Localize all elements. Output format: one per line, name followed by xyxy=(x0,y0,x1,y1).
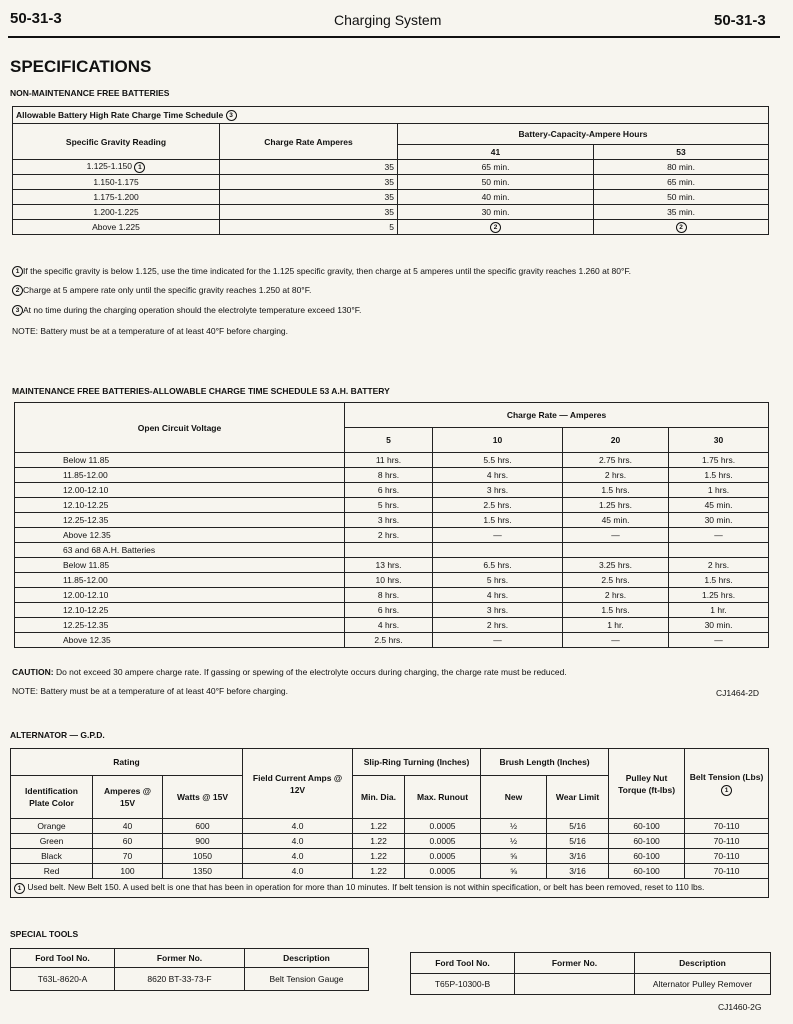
time-cell: 50 min. xyxy=(594,190,769,205)
time-cell: — xyxy=(563,633,669,648)
empty-cell xyxy=(669,543,769,558)
footnote-1: 1 If the specific gravity is below 1.125, use the time indicated for the 1.125 specific gravity, then charge at 5 amperes until the specific gravity reaches 1.260 at 80°F. xyxy=(12,266,631,277)
voltage-cell: 12.00-12.10 xyxy=(15,483,345,498)
table-row xyxy=(15,618,769,633)
time-cell: 1.5 hrs. xyxy=(563,483,669,498)
table-row xyxy=(11,819,769,834)
col-identification: Identification Plate Color xyxy=(11,776,93,819)
amps-cell: 40 xyxy=(93,819,163,834)
time-cell: 1.75 hrs. xyxy=(669,453,769,468)
table-row xyxy=(15,603,769,618)
col-rating: Rating xyxy=(11,749,243,776)
table-row xyxy=(15,588,769,603)
min-cell: 1.22 xyxy=(353,864,405,879)
time-cell: — xyxy=(563,528,669,543)
col-amperes: Amperes @ 15V xyxy=(93,776,163,819)
col-slip-ring: Slip-Ring Turning (Inches) xyxy=(353,749,481,776)
color-cell: Black xyxy=(11,849,93,864)
min-cell: 1.22 xyxy=(353,849,405,864)
time-cell: 2.75 hrs. xyxy=(563,453,669,468)
group-label-row xyxy=(15,543,769,558)
time-cell xyxy=(594,220,769,235)
time-cell: 1.5 hrs. xyxy=(433,513,563,528)
watts-cell: 1050 xyxy=(163,849,243,864)
torque-cell: 60-100 xyxy=(609,864,685,879)
empty-cell xyxy=(345,543,433,558)
watts-cell: 900 xyxy=(163,834,243,849)
table-row xyxy=(15,633,769,648)
time-cell: 1.25 hrs. xyxy=(669,588,769,603)
time-cell: 50 min. xyxy=(398,175,594,190)
amps-cell: 35 xyxy=(220,175,398,190)
amps-cell: 70 xyxy=(93,849,163,864)
time-cell: 2 hrs. xyxy=(563,588,669,603)
special-tools-title: SPECIAL TOOLS xyxy=(10,929,79,939)
group-label: 63 and 68 A.H. Batteries xyxy=(15,543,345,558)
tool-ford-no: T63L-8620-A xyxy=(11,968,115,991)
page-title: Charging System xyxy=(334,12,442,28)
time-cell: 4 hrs. xyxy=(433,468,563,483)
time-cell: 1.5 hrs. xyxy=(563,603,669,618)
table-row xyxy=(11,849,769,864)
time-cell: 2 hrs. xyxy=(433,618,563,633)
special-tools-table-left xyxy=(10,948,369,991)
time-cell: 2 hrs. xyxy=(669,558,769,573)
time-cell: 45 min. xyxy=(669,498,769,513)
time-cell: 3 hrs. xyxy=(345,513,433,528)
nonmaint-section-title: NON-MAINTENANCE FREE BATTERIES xyxy=(10,88,170,98)
footnote-marker: 2 xyxy=(676,222,687,233)
voltage-cell: 12.10-12.25 xyxy=(15,498,345,513)
footnote-2: 2 Charge at 5 ampere rate only until the specific gravity reaches 1.250 at 80°F. xyxy=(12,285,311,296)
torque-cell: 60-100 xyxy=(609,819,685,834)
nonmaint-table xyxy=(12,106,769,235)
tool-ford-no: T65P-10300-B xyxy=(411,974,515,995)
time-cell: 65 min. xyxy=(594,175,769,190)
field-cell: 4.0 xyxy=(243,864,353,879)
min-cell: 1.22 xyxy=(353,819,405,834)
col-former-no: Former No. xyxy=(115,949,245,968)
table-row xyxy=(11,834,769,849)
col-specific-gravity: Specific Gravity Reading xyxy=(13,124,220,160)
wear-cell: 5/16 xyxy=(547,834,609,849)
col-41: 41 xyxy=(398,145,594,160)
time-cell: 1 hr. xyxy=(669,603,769,618)
color-cell: Orange xyxy=(11,819,93,834)
time-cell: 30 min. xyxy=(398,205,594,220)
time-cell: — xyxy=(433,528,563,543)
col-wear-limit: Wear Limit xyxy=(547,776,609,819)
max-cell: 0.0005 xyxy=(405,849,481,864)
figure-ref-1: CJ1464-2D xyxy=(716,688,759,698)
time-cell: 1 hr. xyxy=(563,618,669,633)
new-cell: ½ xyxy=(481,819,547,834)
special-tools-table-right xyxy=(410,952,771,995)
table-row xyxy=(13,220,769,235)
time-cell: 2.5 hrs. xyxy=(433,498,563,513)
field-cell: 4.0 xyxy=(243,834,353,849)
voltage-cell: 11.85-12.00 xyxy=(15,468,345,483)
field-cell: 4.0 xyxy=(243,819,353,834)
alternator-footnote: 1 Used belt. New Belt 150. A used belt is one that has been in operation for more than 10 minutes. If belt tension is not within specification, or belt has been removed, reset to 110 lbs. xyxy=(11,879,769,898)
time-cell: 10 hrs. xyxy=(345,573,433,588)
empty-cell xyxy=(433,543,563,558)
table-row xyxy=(13,175,769,190)
col-new: New xyxy=(481,776,547,819)
tool-former-no: 8620 BT-33-73-F xyxy=(115,968,245,991)
col-min-dia: Min. Dia. xyxy=(353,776,405,819)
max-cell: 0.0005 xyxy=(405,819,481,834)
time-cell: 80 min. xyxy=(594,160,769,175)
time-cell: 5.5 hrs. xyxy=(433,453,563,468)
table-row xyxy=(11,864,769,879)
col-rate-5: 5 xyxy=(345,428,433,453)
footnote-3: 3 At no time during the charging operation should the electrolyte temperature exceed 130°F. xyxy=(12,305,361,316)
col-rate-20: 20 xyxy=(563,428,669,453)
time-cell: 8 hrs. xyxy=(345,588,433,603)
footnote-marker: 2 xyxy=(490,222,501,233)
time-cell: 1.5 hrs. xyxy=(669,573,769,588)
new-cell: ⅝ xyxy=(481,864,547,879)
min-cell: 1.22 xyxy=(353,834,405,849)
max-cell: 0.0005 xyxy=(405,864,481,879)
maint-table xyxy=(14,402,769,648)
table-row xyxy=(13,205,769,220)
gravity-cell: 1.175-1.200 xyxy=(13,190,220,205)
col-open-circuit-voltage: Open Circuit Voltage xyxy=(15,403,345,453)
footnote-marker: 1 xyxy=(721,785,732,796)
table-row xyxy=(15,483,769,498)
new-cell: ⅝ xyxy=(481,849,547,864)
col-brush-length: Brush Length (Inches) xyxy=(481,749,609,776)
voltage-cell: 11.85-12.00 xyxy=(15,573,345,588)
gravity-cell: 1.150-1.175 xyxy=(13,175,220,190)
time-cell: — xyxy=(669,633,769,648)
field-cell: 4.0 xyxy=(243,849,353,864)
figure-ref-2: CJ1460-2G xyxy=(718,1002,762,1012)
time-cell: 11 hrs. xyxy=(345,453,433,468)
gravity-cell: 1.200-1.225 xyxy=(13,205,220,220)
belt-cell: 70-110 xyxy=(685,849,769,864)
page-number-right: 50-31-3 xyxy=(714,12,766,29)
col-former-no: Former No. xyxy=(515,953,635,974)
table-row xyxy=(15,558,769,573)
empty-cell xyxy=(563,543,669,558)
amps-cell: 35 xyxy=(220,190,398,205)
gravity-cell: 1.125-1.150 1 xyxy=(13,160,220,175)
color-cell: Green xyxy=(11,834,93,849)
col-charge-rate-amperes: Charge Rate — Amperes xyxy=(345,403,769,428)
voltage-cell: Above 12.35 xyxy=(15,633,345,648)
time-cell: 1.5 hrs. xyxy=(669,468,769,483)
time-cell: 65 min. xyxy=(398,160,594,175)
alternator-section-title: ALTERNATOR — G.P.D. xyxy=(10,730,105,740)
belt-cell: 70-110 xyxy=(685,864,769,879)
maint-section-title: MAINTENANCE FREE BATTERIES-ALLOWABLE CHARGE TIME SCHEDULE 53 A.H. BATTERY xyxy=(12,386,390,396)
time-cell: 3 hrs. xyxy=(433,483,563,498)
torque-cell: 60-100 xyxy=(609,849,685,864)
voltage-cell: 12.25-12.35 xyxy=(15,513,345,528)
time-cell: 8 hrs. xyxy=(345,468,433,483)
page-number-left: 50-31-3 xyxy=(10,10,62,27)
time-cell: — xyxy=(433,633,563,648)
tool-former-no xyxy=(515,974,635,995)
amps-cell: 60 xyxy=(93,834,163,849)
nonmaint-caption: Allowable Battery High Rate Charge Time Schedule 3 xyxy=(13,107,769,124)
col-field-current: Field Current Amps @ 12V xyxy=(243,749,353,819)
table-row xyxy=(13,190,769,205)
voltage-cell: Above 12.35 xyxy=(15,528,345,543)
time-cell: 5 hrs. xyxy=(433,573,563,588)
time-cell: 4 hrs. xyxy=(345,618,433,633)
time-cell: 30 min. xyxy=(669,513,769,528)
col-battery-capacity: Battery-Capacity-Ampere Hours xyxy=(398,124,769,145)
time-cell: 1.25 hrs. xyxy=(563,498,669,513)
amps-cell: 35 xyxy=(220,160,398,175)
col-belt-tension: Belt Tension (Lbs) 1 xyxy=(685,749,769,819)
table-row xyxy=(15,573,769,588)
maint-note: NOTE: Battery must be at a temperature of at least 40°F before charging. xyxy=(12,686,289,696)
tool-description: Belt Tension Gauge xyxy=(245,968,369,991)
col-charge-rate: Charge Rate Amperes xyxy=(220,124,398,160)
belt-cell: 70-110 xyxy=(685,819,769,834)
torque-cell: 60-100 xyxy=(609,834,685,849)
voltage-cell: 12.00-12.10 xyxy=(15,588,345,603)
col-description: Description xyxy=(635,953,771,974)
time-cell: 1 hrs. xyxy=(669,483,769,498)
time-cell: 4 hrs. xyxy=(433,588,563,603)
col-watts: Watts @ 15V xyxy=(163,776,243,819)
table-row xyxy=(15,513,769,528)
nonmaint-note: NOTE: Battery must be at a temperature of at least 40°F before charging. xyxy=(12,326,289,336)
belt-cell: 70-110 xyxy=(685,834,769,849)
time-cell: 5 hrs. xyxy=(345,498,433,513)
col-rate-30: 30 xyxy=(669,428,769,453)
time-cell: 6 hrs. xyxy=(345,483,433,498)
wear-cell: 3/16 xyxy=(547,849,609,864)
col-pulley-nut-torque: Pulley Nut Torque (ft-lbs) xyxy=(609,749,685,819)
time-cell: 2.5 hrs. xyxy=(563,573,669,588)
time-cell: 6.5 hrs. xyxy=(433,558,563,573)
tool-description: Alternator Pulley Remover xyxy=(635,974,771,995)
gravity-cell: Above 1.225 xyxy=(13,220,220,235)
table-row xyxy=(15,528,769,543)
amps-cell: 35 xyxy=(220,205,398,220)
footnote-marker: 3 xyxy=(226,110,237,121)
col-description: Description xyxy=(245,949,369,968)
time-cell: 2 hrs. xyxy=(563,468,669,483)
table-row xyxy=(13,160,769,175)
time-cell: — xyxy=(669,528,769,543)
table-row xyxy=(15,498,769,513)
table-row xyxy=(15,453,769,468)
time-cell: 2 hrs. xyxy=(345,528,433,543)
time-cell: 35 min. xyxy=(594,205,769,220)
header-rule xyxy=(8,36,780,38)
voltage-cell: 12.10-12.25 xyxy=(15,603,345,618)
max-cell: 0.0005 xyxy=(405,834,481,849)
table-row xyxy=(15,468,769,483)
watts-cell: 600 xyxy=(163,819,243,834)
col-53: 53 xyxy=(594,145,769,160)
time-cell: 13 hrs. xyxy=(345,558,433,573)
new-cell: ½ xyxy=(481,834,547,849)
caution-note: CAUTION: Do not exceed 30 ampere charge rate. If gassing or spewing of the electrolyte occurs during charging, the charge rate must be reduced. xyxy=(12,667,567,677)
amps-cell: 5 xyxy=(220,220,398,235)
time-cell: 6 hrs. xyxy=(345,603,433,618)
col-max-runout: Max. Runout xyxy=(405,776,481,819)
amps-cell: 100 xyxy=(93,864,163,879)
watts-cell: 1350 xyxy=(163,864,243,879)
time-cell xyxy=(398,220,594,235)
time-cell: 45 min. xyxy=(563,513,669,528)
voltage-cell: Below 11.85 xyxy=(15,453,345,468)
col-rate-10: 10 xyxy=(433,428,563,453)
specifications-title: SPECIFICATIONS xyxy=(10,57,152,76)
col-ford-tool-no: Ford Tool No. xyxy=(411,953,515,974)
wear-cell: 3/16 xyxy=(547,864,609,879)
footnote-marker: 1 xyxy=(134,162,145,173)
wear-cell: 5/16 xyxy=(547,819,609,834)
voltage-cell: 12.25-12.35 xyxy=(15,618,345,633)
col-ford-tool-no: Ford Tool No. xyxy=(11,949,115,968)
time-cell: 2.5 hrs. xyxy=(345,633,433,648)
time-cell: 30 min. xyxy=(669,618,769,633)
time-cell: 3.25 hrs. xyxy=(563,558,669,573)
time-cell: 3 hrs. xyxy=(433,603,563,618)
alternator-table xyxy=(10,748,769,898)
color-cell: Red xyxy=(11,864,93,879)
time-cell: 40 min. xyxy=(398,190,594,205)
voltage-cell: Below 11.85 xyxy=(15,558,345,573)
